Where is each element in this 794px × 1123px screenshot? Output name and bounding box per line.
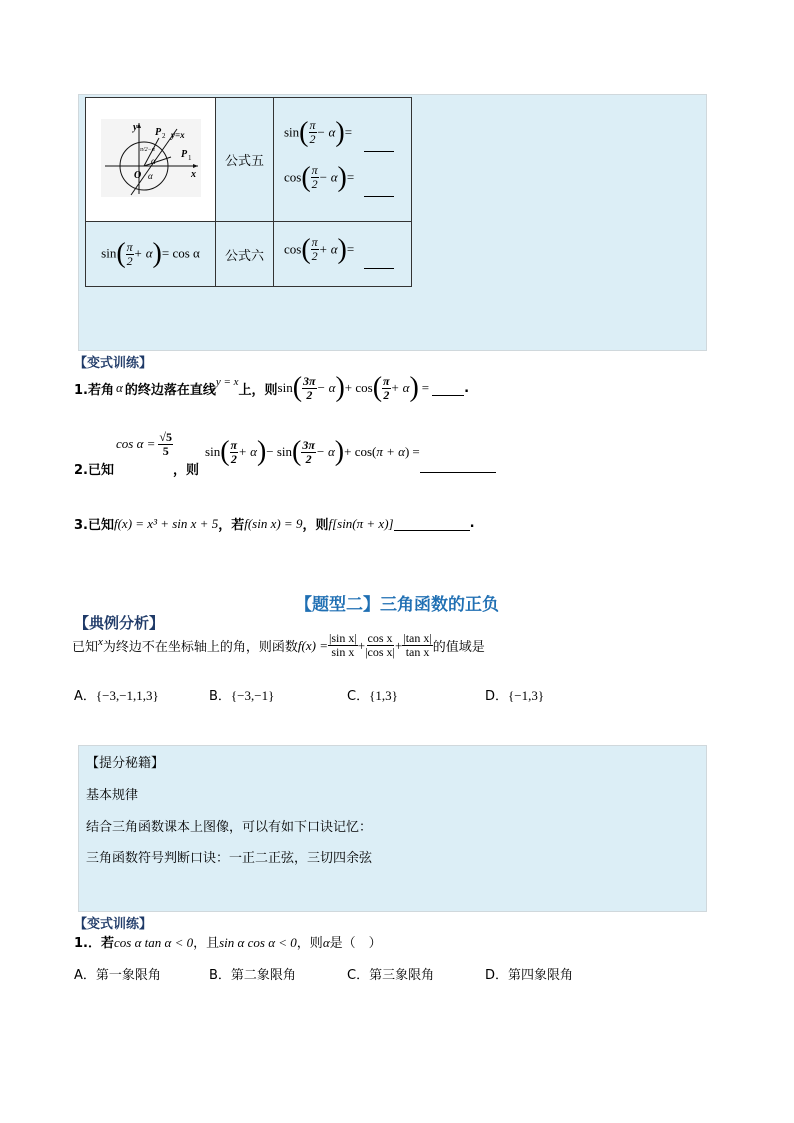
tips-line-2: 结合三角函数课本上图像，可以有如下口诀记忆： bbox=[86, 820, 373, 835]
fig-p2-sub: 2 bbox=[161, 131, 165, 140]
eq: = bbox=[344, 124, 353, 139]
cos-label: cos bbox=[284, 169, 302, 184]
cos-label: cos bbox=[284, 241, 302, 256]
option-label: D． bbox=[485, 968, 509, 983]
q1-alpha: α bbox=[115, 380, 123, 395]
t2-den: |cos x| bbox=[365, 645, 395, 659]
minus-alpha: − α bbox=[316, 124, 336, 139]
frac-den: 2 bbox=[311, 177, 318, 191]
option-label: A． bbox=[74, 968, 96, 983]
q2-f1-num: π bbox=[230, 437, 238, 452]
v2-q1-mid: ，且 bbox=[193, 936, 220, 951]
q1-eq: = bbox=[421, 380, 430, 395]
section-title: 【题型二】三角函数的正负 bbox=[295, 595, 499, 615]
option-label: C． bbox=[347, 689, 370, 704]
fig-p1-sub: 1 bbox=[187, 153, 191, 162]
question-1: 1.若角 α 的终边落在直线 y = x 上，则 sin ( $\frac{3\pi}{2}$ − α ) + cos ( $\frac{\pi}{2}$ + α ) = . bbox=[74, 372, 470, 403]
fig-yx-label: y=x bbox=[170, 129, 185, 140]
fig-p1-label: P bbox=[180, 148, 187, 160]
q2-plus-alpha: + α bbox=[238, 444, 257, 459]
example-question bbox=[72, 632, 485, 659]
fig-o-label: O bbox=[133, 169, 141, 181]
q1-minus-alpha: − α bbox=[316, 380, 336, 395]
formula5-name-cell bbox=[216, 98, 274, 222]
question-2: 2.已知 cos α = $\frac{√5}{5}$ ，则 sin ( $\frac{\pi}{2}$ + α ) − sin ( $\frac{3\pi}{2}$ − α ) + cos ( π + α ) = bbox=[74, 438, 496, 466]
formula5-cos: cos( $\frac{\pi}{2}$ − α)= bbox=[284, 164, 411, 201]
q3-end: . bbox=[469, 516, 475, 531]
formula5-content-cell bbox=[274, 98, 412, 222]
q1-frac2-den: 2 bbox=[383, 387, 390, 402]
v2-option-a[interactable] bbox=[74, 964, 161, 983]
q2-cos: cos α = bbox=[115, 436, 156, 451]
formula5-sin: sin( $\frac{\pi}{2}$ − α)= bbox=[284, 119, 411, 156]
question-3 bbox=[74, 514, 475, 533]
q2-f2-num: 3π bbox=[302, 437, 315, 452]
option-value: {−1,3} bbox=[508, 688, 545, 703]
q1-mid2: 上，则 bbox=[238, 382, 278, 398]
frac-num: π bbox=[311, 235, 318, 249]
q1-frac2-num: π bbox=[383, 373, 390, 388]
formula6-sin-cell: sin( $\frac{\pi}{2}$ + α)= cos α bbox=[86, 222, 216, 287]
option-value: {1,3} bbox=[369, 688, 398, 703]
plus-alpha: + α bbox=[133, 245, 153, 261]
q2-den: 5 bbox=[162, 443, 169, 458]
option-c[interactable] bbox=[347, 685, 398, 704]
prompt-end: 的值域是 bbox=[432, 640, 485, 655]
q1-line: y = x bbox=[215, 376, 239, 388]
sin-label: sin bbox=[284, 124, 300, 139]
frac-num: π bbox=[309, 118, 316, 132]
q3-if: ，若 bbox=[218, 518, 245, 533]
option-value: 第四象限角 bbox=[508, 968, 574, 983]
q3-then: ，则 bbox=[302, 518, 329, 533]
t1-den: sin x bbox=[331, 645, 355, 659]
plus-1: + bbox=[357, 637, 366, 653]
minus-alpha: − α bbox=[318, 169, 338, 184]
variant-heading-2: 【变式训练】 bbox=[74, 917, 153, 932]
q2-minus-alpha: − α bbox=[315, 444, 335, 459]
option-value: 第三象限角 bbox=[369, 968, 435, 983]
option-b[interactable] bbox=[209, 685, 274, 704]
fig-alpha-2: α bbox=[147, 170, 153, 181]
q1-plus-alpha: + α bbox=[390, 380, 410, 395]
q3-answer-blank[interactable] bbox=[394, 516, 470, 531]
v2-option-c[interactable] bbox=[347, 964, 434, 983]
q3-cond: f(sin x) = 9 bbox=[244, 515, 303, 531]
option-value: 第二象限角 bbox=[230, 968, 296, 983]
unit-circle-figure bbox=[101, 119, 201, 197]
q2-prefix: 2.已知 bbox=[74, 462, 114, 478]
v2-q1-c1: cos α tan α < 0 bbox=[113, 935, 194, 950]
option-label: A． bbox=[74, 689, 96, 704]
q3-f: f(x) = x³ + sin x + 5 bbox=[113, 515, 219, 531]
frac-den: 2 bbox=[126, 253, 133, 268]
fig-pi2-minus-alpha: π/2−α bbox=[139, 146, 155, 153]
q2-num: √5 bbox=[159, 429, 173, 444]
q1-end: . bbox=[464, 380, 470, 396]
v2-q1-end: 是（ ） bbox=[329, 936, 382, 951]
tips-line-1: 基本规律 bbox=[86, 788, 139, 803]
q2-eq: = bbox=[412, 444, 420, 459]
eq: = bbox=[346, 241, 355, 256]
q2-minus-sin: − sin bbox=[266, 444, 293, 459]
plus-alpha: + α bbox=[318, 241, 338, 256]
frac-num: π bbox=[311, 163, 318, 177]
formula-table bbox=[85, 97, 412, 287]
v2-q1-pre: 1.．若 bbox=[74, 936, 114, 951]
q2-f2-den: 2 bbox=[305, 451, 312, 466]
q2-sin1: sin bbox=[205, 444, 221, 459]
frac-den: 2 bbox=[311, 249, 318, 263]
option-label: D． bbox=[485, 689, 509, 704]
q3-ask: f[sin(π + x)] bbox=[328, 515, 394, 531]
variant-heading-1: 【变式训练】 bbox=[74, 356, 153, 371]
prompt-mid: 为终边不在坐标轴上的角，则函数 bbox=[102, 640, 298, 655]
v2-option-d[interactable] bbox=[485, 964, 573, 983]
eq: = bbox=[346, 169, 355, 184]
answer-blank[interactable] bbox=[364, 268, 394, 269]
formula6-name-cell bbox=[216, 222, 274, 287]
q1-sin: sin bbox=[277, 380, 293, 395]
v2-q1-c2: sin α cos α < 0 bbox=[219, 935, 297, 950]
option-value: {−3,−1} bbox=[230, 688, 275, 703]
q2-then: ，则 bbox=[173, 462, 200, 478]
option-label: C． bbox=[347, 968, 370, 983]
q3-prefix: 3.已知 bbox=[74, 518, 114, 533]
fig-p2-label: P bbox=[154, 126, 161, 138]
option-value: 第一象限角 bbox=[95, 968, 161, 983]
prompt-x: x bbox=[98, 635, 103, 648]
option-value: {−3,−1,1,3} bbox=[95, 688, 159, 703]
q2-plus-cos: + cos bbox=[344, 444, 373, 459]
q1-mid: 的终边落在直线 bbox=[124, 382, 216, 398]
q1-prefix: 1.若角 bbox=[74, 382, 114, 398]
fig-y-label: y bbox=[132, 121, 137, 133]
fig-x-label: x bbox=[190, 168, 196, 180]
tips-heading: 【提分秘籍】 bbox=[86, 756, 165, 771]
sin-label: sin bbox=[101, 245, 117, 261]
answer-blank[interactable] bbox=[364, 151, 394, 152]
q1-frac-num: 3π bbox=[303, 373, 316, 388]
q1-answer-blank[interactable] bbox=[432, 381, 464, 396]
variant2-question-1 bbox=[74, 932, 382, 951]
example-heading: 【典例分析】 bbox=[74, 614, 165, 632]
frac-num: π bbox=[126, 239, 133, 254]
v2-q1-alpha: α bbox=[322, 935, 330, 950]
formula5-name: 公式五 bbox=[224, 154, 264, 169]
q1-plus-cos: + cos bbox=[344, 380, 373, 395]
answer-blank[interactable] bbox=[364, 196, 394, 197]
q1-frac-den: 2 bbox=[306, 387, 313, 402]
v2-q1-mid2: ，则 bbox=[296, 936, 323, 951]
unit-circle-figure-cell bbox=[86, 98, 216, 222]
t2-num: cos x bbox=[367, 631, 393, 645]
fig-alpha-1: α bbox=[150, 155, 156, 166]
v2-option-b[interactable] bbox=[209, 964, 296, 983]
option-a[interactable] bbox=[74, 685, 159, 704]
option-label: B． bbox=[209, 968, 231, 983]
formula6-name: 公式六 bbox=[224, 248, 264, 264]
t1-num: |sin x| bbox=[328, 631, 357, 645]
t3-den: tan x bbox=[405, 645, 430, 659]
prompt-pre: 已知 bbox=[72, 640, 99, 655]
q2-last: π + α bbox=[376, 444, 405, 459]
formula6-content-cell: cos( $\frac{\pi}{2}$ + α)= bbox=[274, 222, 412, 287]
plus-2: + bbox=[394, 637, 403, 653]
tips-line-3: 三角函数符号判断口诀：一正二正弦，三切四余弦 bbox=[86, 851, 373, 866]
eq-cos-alpha: = cos α bbox=[161, 245, 200, 261]
f-lhs: f(x) = bbox=[297, 637, 328, 653]
frac-den: 2 bbox=[309, 132, 316, 146]
option-d[interactable] bbox=[485, 685, 544, 704]
q2-f1-den: 2 bbox=[230, 451, 237, 466]
t3-num: |tan x| bbox=[403, 631, 432, 645]
q2-answer-blank[interactable] bbox=[420, 452, 496, 473]
option-label: B． bbox=[209, 689, 231, 704]
